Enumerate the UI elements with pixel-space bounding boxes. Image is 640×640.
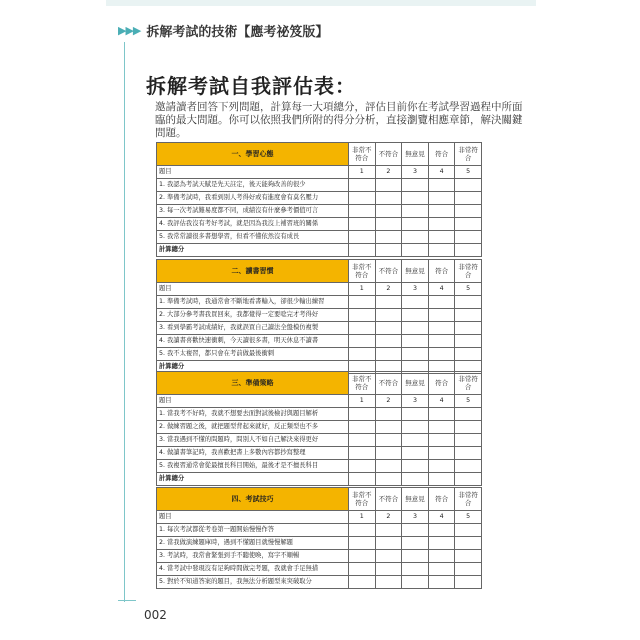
scale-number: 2 — [375, 283, 402, 296]
question-text: 3. 當我遇到不懂的問題時，問別人不如自己解決來得更好 — [157, 434, 349, 447]
table-row — [157, 192, 482, 205]
scale-number: 2 — [375, 395, 402, 408]
answer-cell[interactable] — [402, 550, 429, 563]
answer-cell[interactable] — [428, 576, 455, 589]
assessment-table — [156, 259, 482, 374]
row-label: 題目 — [157, 511, 349, 524]
answer-cell[interactable] — [375, 447, 402, 460]
answer-cell[interactable] — [428, 524, 455, 537]
answer-cell[interactable] — [375, 218, 402, 231]
scale-number: 1 — [349, 395, 376, 408]
table-row — [157, 408, 482, 421]
answer-cell[interactable] — [375, 348, 402, 361]
answer-cell[interactable] — [349, 231, 376, 244]
scale-header: 符合 — [428, 260, 455, 283]
answer-cell[interactable] — [349, 421, 376, 434]
answer-cell[interactable] — [402, 524, 429, 537]
scale-header: 非常符合 — [455, 143, 482, 166]
scale-number: 2 — [375, 511, 402, 524]
answer-cell[interactable] — [455, 205, 482, 218]
row-label: 題目 — [157, 166, 349, 179]
answer-cell[interactable] — [428, 434, 455, 447]
table-row — [157, 576, 482, 589]
answer-cell[interactable] — [402, 434, 429, 447]
table-row — [157, 218, 482, 231]
scale-number: 5 — [455, 395, 482, 408]
total-label: 計算總分 — [157, 361, 349, 374]
answer-cell[interactable] — [428, 335, 455, 348]
total-label: 計算總分 — [157, 473, 349, 486]
table-row — [157, 460, 482, 473]
scale-header: 符合 — [428, 488, 455, 511]
answer-cell[interactable] — [455, 421, 482, 434]
section-title: 三、準備策略 — [157, 372, 349, 395]
left-margin — [0, 0, 106, 640]
scale-header: 非常不符合 — [349, 260, 376, 283]
answer-cell[interactable] — [349, 335, 376, 348]
scale-header: 非常不符合 — [349, 372, 376, 395]
question-text: 2. 準備考試時，我看到別人考得好或有進度會有莫名壓力 — [157, 192, 349, 205]
answer-cell[interactable] — [428, 537, 455, 550]
answer-cell[interactable] — [349, 296, 376, 309]
question-text: 3. 考試時，我常會緊張到手不聽使喚，寫字不順暢 — [157, 550, 349, 563]
table-row — [157, 447, 482, 460]
answer-cell[interactable] — [402, 296, 429, 309]
answer-cell[interactable] — [455, 447, 482, 460]
answer-cell[interactable] — [455, 434, 482, 447]
answer-cell[interactable] — [455, 460, 482, 473]
answer-cell[interactable] — [428, 322, 455, 335]
scale-header: 不符合 — [375, 488, 402, 511]
scale-header: 無意見 — [402, 488, 429, 511]
question-text: 1. 準備考試時，我通常會不斷地看書輸入，卻很少輸出練習 — [157, 296, 349, 309]
answer-cell[interactable] — [402, 563, 429, 576]
table-row — [157, 550, 482, 563]
question-text: 4. 做讀書筆記時，我喜歡把書上多數內容都抄寫整理 — [157, 447, 349, 460]
answer-cell[interactable] — [375, 231, 402, 244]
answer-cell[interactable] — [375, 524, 402, 537]
table-row — [157, 537, 482, 550]
answer-cell[interactable] — [455, 408, 482, 421]
scale-number: 3 — [402, 283, 429, 296]
question-text: 3. 看到學霸考試成績好，我就誤買自己讀法全盤模仿複製 — [157, 322, 349, 335]
answer-cell[interactable] — [349, 550, 376, 563]
answer-cell[interactable] — [428, 348, 455, 361]
answer-cell[interactable] — [428, 218, 455, 231]
answer-cell[interactable] — [402, 537, 429, 550]
answer-cell[interactable] — [402, 231, 429, 244]
answer-cell[interactable] — [455, 192, 482, 205]
answer-cell[interactable] — [349, 218, 376, 231]
scale-header: 非常符合 — [455, 488, 482, 511]
answer-cell[interactable] — [428, 231, 455, 244]
answer-cell[interactable] — [402, 421, 429, 434]
total-cell[interactable] — [349, 244, 376, 257]
answer-cell[interactable] — [375, 179, 402, 192]
question-text: 5. 我不太複習，都只會在考前做最後衝刺 — [157, 348, 349, 361]
total-cell[interactable] — [428, 473, 455, 486]
answer-cell[interactable] — [375, 322, 402, 335]
scale-number: 3 — [402, 395, 429, 408]
question-text: 1. 每次考試都從考卷第一題開始慢慢作答 — [157, 524, 349, 537]
triple-arrow-icon: ▶▶▶ — [118, 23, 141, 37]
total-label: 計算總分 — [157, 244, 349, 257]
section-title: 二、讀書習慣 — [157, 260, 349, 283]
scale-number: 5 — [455, 511, 482, 524]
table-row — [157, 434, 482, 447]
question-text: 2. 大部分參考書我買回來，我都覺得一定要唸完才考得好 — [157, 309, 349, 322]
answer-cell[interactable] — [428, 447, 455, 460]
answer-cell[interactable] — [455, 218, 482, 231]
question-text: 1. 我認為考試天賦是先天註定，後天能夠改善的很少 — [157, 179, 349, 192]
answer-cell[interactable] — [402, 447, 429, 460]
answer-cell[interactable] — [375, 576, 402, 589]
answer-cell[interactable] — [349, 537, 376, 550]
scale-number: 4 — [428, 283, 455, 296]
answer-cell[interactable] — [455, 309, 482, 322]
answer-cell[interactable] — [455, 179, 482, 192]
answer-cell[interactable] — [402, 576, 429, 589]
section-title: 一、學習心態 — [157, 143, 349, 166]
section-title: 四、考試技巧 — [157, 488, 349, 511]
question-text: 4. 我評估我沒有考好考試，就是因為我沒上補習班的關係 — [157, 218, 349, 231]
question-text: 5. 我複習通常會從最擅長科目開始，最後才是不擅長科目 — [157, 460, 349, 473]
question-text: 5. 對於不知道答案的題目，我無法分析題型來突破取分 — [157, 576, 349, 589]
answer-cell[interactable] — [349, 524, 376, 537]
answer-cell[interactable] — [455, 322, 482, 335]
table-row — [157, 322, 482, 335]
total-cell[interactable] — [428, 244, 455, 257]
answer-cell[interactable] — [349, 348, 376, 361]
scale-number: 2 — [375, 166, 402, 179]
total-cell[interactable] — [455, 473, 482, 486]
scale-number: 3 — [402, 511, 429, 524]
answer-cell[interactable] — [455, 335, 482, 348]
page-number: 002 — [144, 608, 167, 622]
table-row — [157, 421, 482, 434]
answer-cell[interactable] — [428, 421, 455, 434]
scale-header: 符合 — [428, 143, 455, 166]
question-text: 2. 做練習題之後，就把題型背起來就好，反正類型也不多 — [157, 421, 349, 434]
answer-cell[interactable] — [375, 408, 402, 421]
table-row — [157, 231, 482, 244]
answer-cell[interactable] — [349, 408, 376, 421]
scale-number: 1 — [349, 511, 376, 524]
answer-cell[interactable] — [402, 322, 429, 335]
answer-cell[interactable] — [349, 322, 376, 335]
running-header — [118, 20, 328, 40]
answer-cell[interactable] — [402, 179, 429, 192]
scale-number: 4 — [428, 395, 455, 408]
scale-header: 非常不符合 — [349, 143, 376, 166]
table-row — [157, 309, 482, 322]
answer-cell[interactable] — [375, 205, 402, 218]
scale-header: 不符合 — [375, 372, 402, 395]
assessment-table — [156, 371, 482, 486]
total-cell[interactable] — [402, 244, 429, 257]
answer-cell[interactable] — [428, 192, 455, 205]
scale-header: 不符合 — [375, 260, 402, 283]
question-text: 1. 當我考不好時，我就不想要去面對試後檢討與題目解析 — [157, 408, 349, 421]
question-text: 3. 每一次考試難易度都不同，成績沒有什麼參考價值可言 — [157, 205, 349, 218]
answer-cell[interactable] — [428, 460, 455, 473]
answer-cell[interactable] — [428, 563, 455, 576]
answer-cell[interactable] — [428, 205, 455, 218]
answer-cell[interactable] — [455, 563, 482, 576]
scale-header: 無意見 — [402, 143, 429, 166]
answer-cell[interactable] — [375, 563, 402, 576]
assessment-table — [156, 142, 482, 257]
scale-header: 非常符合 — [455, 372, 482, 395]
answer-cell[interactable] — [375, 296, 402, 309]
scale-number: 4 — [428, 511, 455, 524]
page-number-line — [118, 600, 136, 601]
question-text: 2. 當我做演練題庫時，遇到不懂題目就慢慢解題 — [157, 537, 349, 550]
total-cell[interactable] — [402, 473, 429, 486]
total-cell[interactable] — [375, 244, 402, 257]
answer-cell[interactable] — [375, 421, 402, 434]
intro-paragraph: 邀請讀者回答下列問題，計算每一大項總分，評估目前你在考試學習過程中所面臨的最大問題。你可以依照我們所附的得分分析，直接瀏覽相應章節，解決關鍵問題。 — [155, 101, 523, 139]
question-text: 4. 我讀書喜歡快速衝刺，今天讀很多書，明天休息不讀書 — [157, 335, 349, 348]
table-row — [157, 335, 482, 348]
answer-cell[interactable] — [375, 192, 402, 205]
scale-header: 符合 — [428, 372, 455, 395]
row-label: 題目 — [157, 395, 349, 408]
answer-cell[interactable] — [455, 550, 482, 563]
answer-cell[interactable] — [428, 179, 455, 192]
answer-cell[interactable] — [349, 576, 376, 589]
answer-cell[interactable] — [428, 408, 455, 421]
answer-cell[interactable] — [402, 205, 429, 218]
answer-cell[interactable] — [402, 309, 429, 322]
answer-cell[interactable] — [349, 309, 376, 322]
scale-number: 3 — [402, 166, 429, 179]
table-row — [157, 348, 482, 361]
answer-cell[interactable] — [455, 348, 482, 361]
answer-cell[interactable] — [428, 550, 455, 563]
answer-cell[interactable] — [402, 408, 429, 421]
answer-cell[interactable] — [349, 434, 376, 447]
scale-header: 非常不符合 — [349, 488, 376, 511]
answer-cell[interactable] — [349, 460, 376, 473]
answer-cell[interactable] — [349, 447, 376, 460]
top-band — [106, 0, 536, 6]
answer-cell[interactable] — [402, 460, 429, 473]
answer-cell[interactable] — [428, 296, 455, 309]
scale-header: 無意見 — [402, 372, 429, 395]
answer-cell[interactable] — [402, 218, 429, 231]
scale-number: 5 — [455, 166, 482, 179]
answer-cell[interactable] — [455, 524, 482, 537]
answer-cell[interactable] — [349, 205, 376, 218]
total-cell[interactable] — [455, 244, 482, 257]
scale-number: 1 — [349, 283, 376, 296]
header-title: 拆解考試的技術【應考祕笈版】 — [146, 24, 329, 40]
answer-cell[interactable] — [375, 309, 402, 322]
answer-cell[interactable] — [402, 348, 429, 361]
question-text: 4. 當考試中發現沒有足夠時間做完考題，我就會手足無措 — [157, 563, 349, 576]
answer-cell[interactable] — [375, 335, 402, 348]
assessment-table — [156, 487, 482, 589]
scale-header: 非常符合 — [455, 260, 482, 283]
table-row — [157, 563, 482, 576]
answer-cell[interactable] — [375, 460, 402, 473]
total-cell[interactable] — [375, 473, 402, 486]
total-cell[interactable] — [349, 473, 376, 486]
scale-number: 4 — [428, 166, 455, 179]
answer-cell[interactable] — [375, 537, 402, 550]
answer-cell[interactable] — [428, 309, 455, 322]
scale-number: 1 — [349, 166, 376, 179]
sidebar-line — [124, 42, 125, 602]
table-row — [157, 179, 482, 192]
right-margin — [536, 0, 640, 640]
answer-cell[interactable] — [375, 550, 402, 563]
answer-cell[interactable] — [349, 563, 376, 576]
question-text: 5. 我常常讀很多書想學習，但看不懂依然沒有成長 — [157, 231, 349, 244]
page-title: 拆解考試自我評估表： — [146, 74, 356, 98]
table-row — [157, 524, 482, 537]
answer-cell[interactable] — [455, 296, 482, 309]
scale-header: 不符合 — [375, 143, 402, 166]
answer-cell[interactable] — [375, 434, 402, 447]
table-row — [157, 205, 482, 218]
answer-cell[interactable] — [402, 335, 429, 348]
answer-cell[interactable] — [402, 192, 429, 205]
table-row — [157, 296, 482, 309]
row-label: 題目 — [157, 283, 349, 296]
answer-cell[interactable] — [455, 537, 482, 550]
scale-header: 無意見 — [402, 260, 429, 283]
answer-cell[interactable] — [349, 179, 376, 192]
answer-cell[interactable] — [349, 192, 376, 205]
answer-cell[interactable] — [455, 231, 482, 244]
answer-cell[interactable] — [455, 576, 482, 589]
scale-number: 5 — [455, 283, 482, 296]
